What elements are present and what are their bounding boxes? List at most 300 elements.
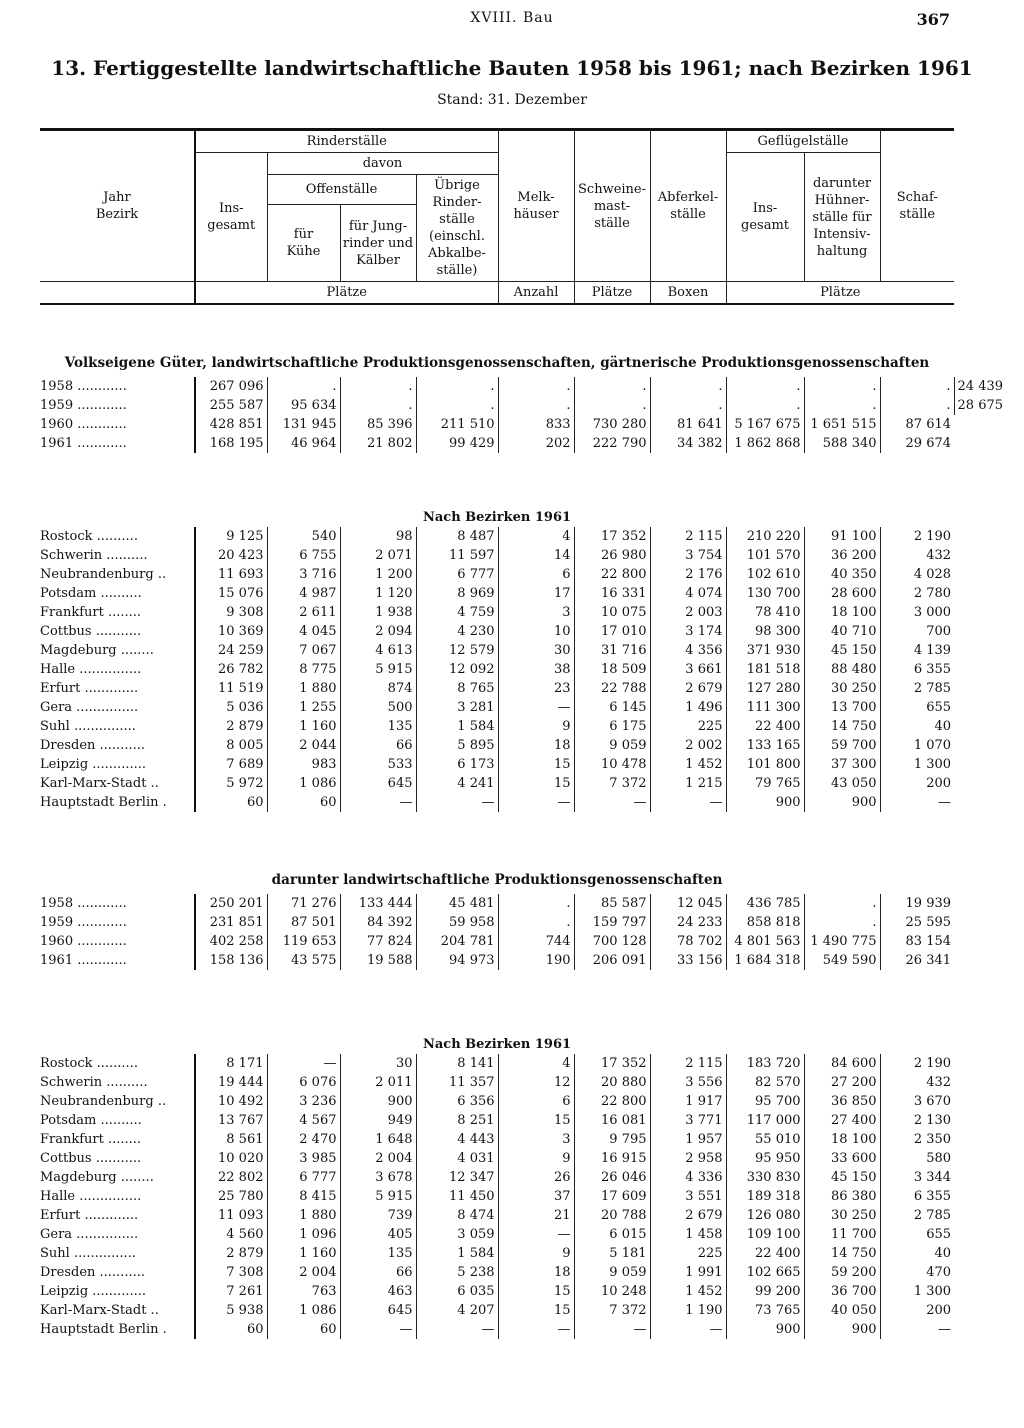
table-cell: 16 915 xyxy=(574,1149,650,1168)
bezirk-row xyxy=(40,736,954,755)
table-cell: 10 369 xyxy=(195,622,267,641)
table-cell: 17 xyxy=(498,584,574,603)
table-cell: 9 308 xyxy=(195,603,267,622)
row-label: Magdeburg ........ xyxy=(40,1170,154,1185)
table-cell: 8 005 xyxy=(195,736,267,755)
table-cell: 500 xyxy=(340,698,416,717)
table-cell: 102 665 xyxy=(726,1263,804,1282)
table-cell: 4 xyxy=(498,527,574,546)
table-cell: 3 670 xyxy=(880,1092,954,1111)
table-cell: 1 862 868 xyxy=(726,434,804,453)
row-label: Neubrandenburg .. xyxy=(40,567,167,582)
table-cell: 127 280 xyxy=(726,679,804,698)
row-label: Rostock .......... xyxy=(40,1056,138,1071)
row-label: Erfurt ............. xyxy=(40,681,139,696)
spacer-cell xyxy=(40,812,954,866)
bezirk-row xyxy=(40,603,954,622)
header-schafstaelle-label: Schaf- ställe xyxy=(896,190,938,222)
table-cell: 1 200 xyxy=(340,565,416,584)
year-row: 1958 ............ 267 096 . . . . . . . . . 24 439 xyxy=(40,379,1004,394)
bezirk-row xyxy=(40,1054,954,1073)
table-cell: 210 220 xyxy=(726,527,804,546)
bezirk-row xyxy=(40,1092,954,1111)
row-label: Gera ............... xyxy=(40,700,139,715)
table-cell: 45 150 xyxy=(804,641,880,660)
row-label: Suhl ............... xyxy=(40,719,136,734)
table-cell: 2 785 xyxy=(880,1206,954,1225)
table-cell: . xyxy=(498,396,574,415)
table-cell: 60 xyxy=(195,1320,267,1339)
table-cell: 84 392 xyxy=(340,913,416,932)
table-cell: 549 590 xyxy=(804,951,880,970)
table-cell: 85 396 xyxy=(340,415,416,434)
table-cell: — xyxy=(574,1320,650,1339)
table-cell: 6 xyxy=(498,1092,574,1111)
row-label: Leipzig ............. xyxy=(40,757,146,772)
table-cell: 11 519 xyxy=(195,679,267,698)
unit-plaetze-gefluegel-label: Plätze xyxy=(820,285,861,300)
table-cell: 200 xyxy=(880,774,954,793)
table-cell: 3 716 xyxy=(267,565,340,584)
table-cell: 900 xyxy=(726,1320,804,1339)
row-label: Frankfurt ........ xyxy=(40,1132,142,1147)
subsection-title-bezirke-row xyxy=(40,497,954,527)
table-cell: 4 241 xyxy=(416,774,498,793)
table-cell: 4 336 xyxy=(650,1168,726,1187)
table-cell: . xyxy=(804,396,880,415)
table-cell: 6 755 xyxy=(267,546,340,565)
table-cell: 26 782 xyxy=(195,660,267,679)
table-cell: 4 139 xyxy=(880,641,954,660)
table-cell: . xyxy=(498,894,574,913)
table-cell: 19 939 xyxy=(880,894,954,913)
table-cell: 3 771 xyxy=(650,1111,726,1130)
table-cell: — xyxy=(650,1320,726,1339)
table-cell: 645 xyxy=(340,774,416,793)
table-cell: 6 355 xyxy=(880,1187,954,1206)
table-cell: 402 258 xyxy=(195,932,267,951)
table-cell: 225 xyxy=(650,717,726,736)
table-cell: 60 xyxy=(267,1320,340,1339)
table-cell: 4 613 xyxy=(340,641,416,660)
table-cell: 24 259 xyxy=(195,641,267,660)
header-schafstaelle xyxy=(880,130,954,282)
row-label: 1959 ............ xyxy=(40,915,127,930)
row-label: Schwerin .......... xyxy=(40,548,148,563)
table-cell: 27 200 xyxy=(804,1073,880,1092)
table-cell: 22 800 xyxy=(574,565,650,584)
table-cell: 874 xyxy=(340,679,416,698)
table-cell: 655 xyxy=(880,1225,954,1244)
table-cell: 330 830 xyxy=(726,1168,804,1187)
table-cell: 5 938 xyxy=(195,1301,267,1320)
table-cell: 190 xyxy=(498,951,574,970)
unit-plaetze-rinder-label: Plätze xyxy=(326,285,367,300)
table-cell: 30 250 xyxy=(804,1206,880,1225)
table-cell: 95 700 xyxy=(726,1092,804,1111)
table-cell: 371 930 xyxy=(726,641,804,660)
table-cell: 131 945 xyxy=(267,415,340,434)
table-cell: 6 035 xyxy=(416,1282,498,1301)
bezirk-row xyxy=(40,641,954,660)
header-rinderstaelle-label: Rinderställe xyxy=(306,134,387,149)
row-label: Karl-Marx-Stadt .. xyxy=(40,776,159,791)
table-cell: 2 004 xyxy=(267,1263,340,1282)
row-label: Potsdam .......... xyxy=(40,586,142,601)
header-melkhaeuser xyxy=(498,130,574,282)
table-cell: 6 173 xyxy=(416,755,498,774)
table-cell: 206 091 xyxy=(574,951,650,970)
table-cell: 9 059 xyxy=(574,736,650,755)
table-cell: 181 518 xyxy=(726,660,804,679)
table-cell: 833 xyxy=(498,415,574,434)
table-cell: 86 380 xyxy=(804,1187,880,1206)
table-cell: 1 190 xyxy=(650,1301,726,1320)
table-cell: 59 958 xyxy=(416,913,498,932)
table-cell: 4 759 xyxy=(416,603,498,622)
table-cell: 9 795 xyxy=(574,1130,650,1149)
table-cell: — xyxy=(650,793,726,812)
table-cell: 2 004 xyxy=(340,1149,416,1168)
table-cell: 1 490 775 xyxy=(804,932,880,951)
table-cell: 15 076 xyxy=(195,584,267,603)
row-label: Dresden ........... xyxy=(40,738,145,753)
table-cell: 30 250 xyxy=(804,679,880,698)
header-gefluegel-insgesamt-label: Ins- gesamt xyxy=(741,201,790,233)
table-cell: 40 710 xyxy=(804,622,880,641)
statistics-table xyxy=(40,128,1004,1339)
table-cell: 10 075 xyxy=(574,603,650,622)
table-cell: 2 780 xyxy=(880,584,954,603)
row-label: Rostock .......... xyxy=(40,529,138,544)
table-cell: 11 693 xyxy=(195,565,267,584)
unit-boxen-label: Boxen xyxy=(667,285,709,300)
table-cell: 1 938 xyxy=(340,603,416,622)
header-stub xyxy=(40,130,195,282)
table-cell: 4 045 xyxy=(267,622,340,641)
table-cell: 222 790 xyxy=(574,434,650,453)
table-cell: 26 xyxy=(498,1168,574,1187)
table-cell: 79 765 xyxy=(726,774,804,793)
table-cell: 10 478 xyxy=(574,755,650,774)
table-cell: 36 200 xyxy=(804,546,880,565)
year-row xyxy=(40,434,954,453)
table-cell: 655 xyxy=(880,698,954,717)
year-row xyxy=(40,415,954,434)
row-label: Magdeburg ........ xyxy=(40,643,154,658)
table-cell: 1 584 xyxy=(416,717,498,736)
table-cell: 15 xyxy=(498,755,574,774)
table-cell: 12 xyxy=(498,1073,574,1092)
table-cell: 2 190 xyxy=(880,1054,954,1073)
table-cell: 8 775 xyxy=(267,660,340,679)
table-cell: 15 xyxy=(498,1282,574,1301)
table-cell: 19 444 xyxy=(195,1073,267,1092)
bezirk-row xyxy=(40,1301,954,1320)
table-cell: 20 788 xyxy=(574,1206,650,1225)
row-label: Erfurt ............. xyxy=(40,1208,139,1223)
header-stub-label: Jahr Bezirk xyxy=(95,190,139,222)
table-cell: 98 xyxy=(340,527,416,546)
table-cell: 8 415 xyxy=(267,1187,340,1206)
table-cell: 2 003 xyxy=(650,603,726,622)
spacer-row xyxy=(40,304,954,349)
table-cell: 168 195 xyxy=(195,434,267,453)
row-label: Neubrandenburg .. xyxy=(40,1094,167,1109)
table-cell: 900 xyxy=(804,1320,880,1339)
table-cell: 159 797 xyxy=(574,913,650,932)
header-gefluegel-insgesamt xyxy=(726,153,804,282)
table-cell: — xyxy=(574,793,650,812)
row-label: Hauptstadt Berlin . xyxy=(40,795,167,810)
table-cell: 14 750 xyxy=(804,717,880,736)
table-cell: . xyxy=(498,913,574,932)
row-label: Schwerin .......... xyxy=(40,1075,148,1090)
header-huehnerstaelle xyxy=(804,153,880,282)
table-cell: 6 076 xyxy=(267,1073,340,1092)
table-cell: 189 318 xyxy=(726,1187,804,1206)
table-cell: 17 352 xyxy=(574,527,650,546)
table-cell: 533 xyxy=(340,755,416,774)
bezirk-row xyxy=(40,622,954,641)
table-cell: 204 781 xyxy=(416,932,498,951)
table-cell: 8 474 xyxy=(416,1206,498,1225)
row-label: 1960 ............ xyxy=(40,417,127,432)
table-cell: 645 xyxy=(340,1301,416,1320)
table-cell: . xyxy=(416,377,498,396)
table-cell: . xyxy=(804,377,880,396)
table-cell: 1 458 xyxy=(650,1225,726,1244)
table-cell: 71 276 xyxy=(267,894,340,913)
table-cell: 900 xyxy=(726,793,804,812)
header-gefluegel xyxy=(726,130,880,153)
table-cell: 85 587 xyxy=(574,894,650,913)
table-cell: . xyxy=(726,377,804,396)
table-cell: — xyxy=(416,793,498,812)
table-cell: . xyxy=(650,396,726,415)
table-cell: — xyxy=(498,793,574,812)
table-cell: 225 xyxy=(650,1244,726,1263)
table-cell: — xyxy=(416,1320,498,1339)
table-cell: 18 xyxy=(498,1263,574,1282)
table-cell: 18 100 xyxy=(804,1130,880,1149)
table-cell: 19 588 xyxy=(340,951,416,970)
table-cell: 2 350 xyxy=(880,1130,954,1149)
table-cell: 580 xyxy=(880,1149,954,1168)
table-cell: 1 086 xyxy=(267,1301,340,1320)
table-cell: 3 551 xyxy=(650,1187,726,1206)
table-cell: 16 081 xyxy=(574,1111,650,1130)
table-cell: 5 915 xyxy=(340,1187,416,1206)
table-cell: 1 917 xyxy=(650,1092,726,1111)
table-cell: 3 xyxy=(498,603,574,622)
table-cell: 4 xyxy=(498,1054,574,1073)
bezirk-row xyxy=(40,1206,954,1225)
table-cell: 15 xyxy=(498,1111,574,1130)
table-cell: 135 xyxy=(340,717,416,736)
table-cell: 231 851 xyxy=(195,913,267,932)
header-davon-label: davon xyxy=(362,156,403,171)
table-cell: 12 045 xyxy=(650,894,726,913)
row-label: Karl-Marx-Stadt .. xyxy=(40,1303,159,1318)
table-cell: 4 028 xyxy=(880,565,954,584)
header-schweinemast-label: Schweine- mast- ställe xyxy=(578,181,647,231)
table-cell: 33 156 xyxy=(650,951,726,970)
bezirk-row xyxy=(40,774,954,793)
table-cell: 133 165 xyxy=(726,736,804,755)
table-cell: 46 964 xyxy=(267,434,340,453)
table-cell: 15 xyxy=(498,1301,574,1320)
table-cell: 45 481 xyxy=(416,894,498,913)
table-cell: 267 096 xyxy=(195,377,267,396)
unit-plaetze-gefluegel xyxy=(726,282,954,305)
bezirk-row xyxy=(40,527,954,546)
table-cell: 6 175 xyxy=(574,717,650,736)
row-label: 1959 ............ xyxy=(40,398,127,413)
table-cell: 202 xyxy=(498,434,574,453)
table-cell: 1 300 xyxy=(880,1282,954,1301)
bezirk-row xyxy=(40,1263,954,1282)
table-cell: 2 115 xyxy=(650,1054,726,1073)
table-cell: 14 xyxy=(498,546,574,565)
table-cell: 60 xyxy=(267,793,340,812)
table-cell: 29 674 xyxy=(880,434,954,453)
table-cell: 5 036 xyxy=(195,698,267,717)
table-cell: 2 002 xyxy=(650,736,726,755)
table-cell: 24 233 xyxy=(650,913,726,932)
table-cell: 18 xyxy=(498,736,574,755)
table-cell: 101 800 xyxy=(726,755,804,774)
table-cell: 30 xyxy=(498,641,574,660)
spacer-row xyxy=(40,453,954,497)
table-cell: 2 130 xyxy=(880,1111,954,1130)
table-cell: 7 689 xyxy=(195,755,267,774)
table-cell: 1 880 xyxy=(267,679,340,698)
section-title-lpg: darunter landwirtschaftliche Produktionsgenossenschaften xyxy=(271,871,723,888)
table-cell: 11 093 xyxy=(195,1206,267,1225)
table-cell: 2 879 xyxy=(195,1244,267,1263)
table-cell: 5 181 xyxy=(574,1244,650,1263)
table-cell: 5 895 xyxy=(416,736,498,755)
table-cell: 4 356 xyxy=(650,641,726,660)
table-cell: 81 641 xyxy=(650,415,726,434)
table-cell: 18 100 xyxy=(804,603,880,622)
table-cell: 40 xyxy=(880,717,954,736)
row-label: Hauptstadt Berlin . xyxy=(40,1322,167,1337)
table-cell: 2 958 xyxy=(650,1149,726,1168)
bezirk-row xyxy=(40,1168,954,1187)
table-cell: 59 700 xyxy=(804,736,880,755)
table-cell: 4 801 563 xyxy=(726,932,804,951)
table-cell: 436 785 xyxy=(726,894,804,913)
table-cell: 5 972 xyxy=(195,774,267,793)
table-cell: 17 609 xyxy=(574,1187,650,1206)
header-offenstaelle-label: Offenställe xyxy=(305,182,378,198)
bezirk-row xyxy=(40,565,954,584)
table-cell: 36 700 xyxy=(804,1282,880,1301)
table-cell: . xyxy=(726,396,804,415)
table-cell: 4 230 xyxy=(416,622,498,641)
bezirk-row xyxy=(40,546,954,565)
header-rinderstaelle xyxy=(195,130,498,153)
table-cell: 78 410 xyxy=(726,603,804,622)
table-cell: 28 600 xyxy=(804,584,880,603)
table-cell: 33 600 xyxy=(804,1149,880,1168)
unit-anzahl-label: Anzahl xyxy=(513,285,559,300)
header-rinder-insgesamt-label: Ins- gesamt xyxy=(207,201,256,233)
table-cell: 55 010 xyxy=(726,1130,804,1149)
table-cell: 99 429 xyxy=(416,434,498,453)
table-cell: 8 765 xyxy=(416,679,498,698)
table-cell: 11 700 xyxy=(804,1225,880,1244)
table-cell: 3 985 xyxy=(267,1149,340,1168)
table-cell: 95 950 xyxy=(726,1149,804,1168)
table-cell: 3 000 xyxy=(880,603,954,622)
table-cell: 6 355 xyxy=(880,660,954,679)
table-cell: 4 987 xyxy=(267,584,340,603)
table-cell: 7 261 xyxy=(195,1282,267,1301)
bezirk-row xyxy=(40,1225,954,1244)
table-cell: 200 xyxy=(880,1301,954,1320)
table-title: 13. Fertiggestellte landwirtschaftliche Bauten 1958 bis 1961; nach Bezirken 1961 xyxy=(51,56,973,80)
row-label: Potsdam .......... xyxy=(40,1113,142,1128)
table-cell: 3 344 xyxy=(880,1168,954,1187)
table-cell: 22 400 xyxy=(726,1244,804,1263)
table-cell: 5 238 xyxy=(416,1263,498,1282)
table-cell: 250 201 xyxy=(195,894,267,913)
table-cell: 2 679 xyxy=(650,1206,726,1225)
section-title-volkseigene-row xyxy=(40,349,954,377)
table-cell: 27 400 xyxy=(804,1111,880,1130)
table-cell: . xyxy=(340,377,416,396)
table-cell: 1 300 xyxy=(880,755,954,774)
table-cell: 1 684 318 xyxy=(726,951,804,970)
table-cell: 4 443 xyxy=(416,1130,498,1149)
table-cell: 1 160 xyxy=(267,1244,340,1263)
unit-stub xyxy=(40,282,195,305)
table-cell: 38 xyxy=(498,660,574,679)
table-cell: 1 255 xyxy=(267,698,340,717)
table-cell: 4 560 xyxy=(195,1225,267,1244)
table-cell: 84 600 xyxy=(804,1054,880,1073)
table-cell: 7 372 xyxy=(574,1301,650,1320)
unit-boxen xyxy=(650,282,726,305)
table-cell: 22 788 xyxy=(574,679,650,698)
year-row xyxy=(40,932,954,951)
table-cell: 1 160 xyxy=(267,717,340,736)
table-cell: 126 080 xyxy=(726,1206,804,1225)
bezirk-row xyxy=(40,679,954,698)
table-cell: — xyxy=(340,1320,416,1339)
row-label: 1961 ............ xyxy=(40,436,127,451)
table-cell: 1 880 xyxy=(267,1206,340,1225)
table-cell: 17 352 xyxy=(574,1054,650,1073)
table-cell: — xyxy=(498,698,574,717)
table-cell: — xyxy=(267,1054,340,1073)
table-cell: 8 141 xyxy=(416,1054,498,1073)
year-row xyxy=(40,913,954,932)
table-cell: . xyxy=(574,377,650,396)
table-cell: 4 207 xyxy=(416,1301,498,1320)
table-cell: 6 015 xyxy=(574,1225,650,1244)
table-cell: 43 575 xyxy=(267,951,340,970)
table-cell: . xyxy=(498,377,574,396)
table-cell: 3 678 xyxy=(340,1168,416,1187)
table-cell: 2 011 xyxy=(340,1073,416,1092)
unit-plaetze-schweine-label: Plätze xyxy=(591,285,633,300)
table-cell: 9 xyxy=(498,717,574,736)
subsection-title-bezirke-lpg: Nach Bezirken 1961 xyxy=(422,1037,572,1052)
